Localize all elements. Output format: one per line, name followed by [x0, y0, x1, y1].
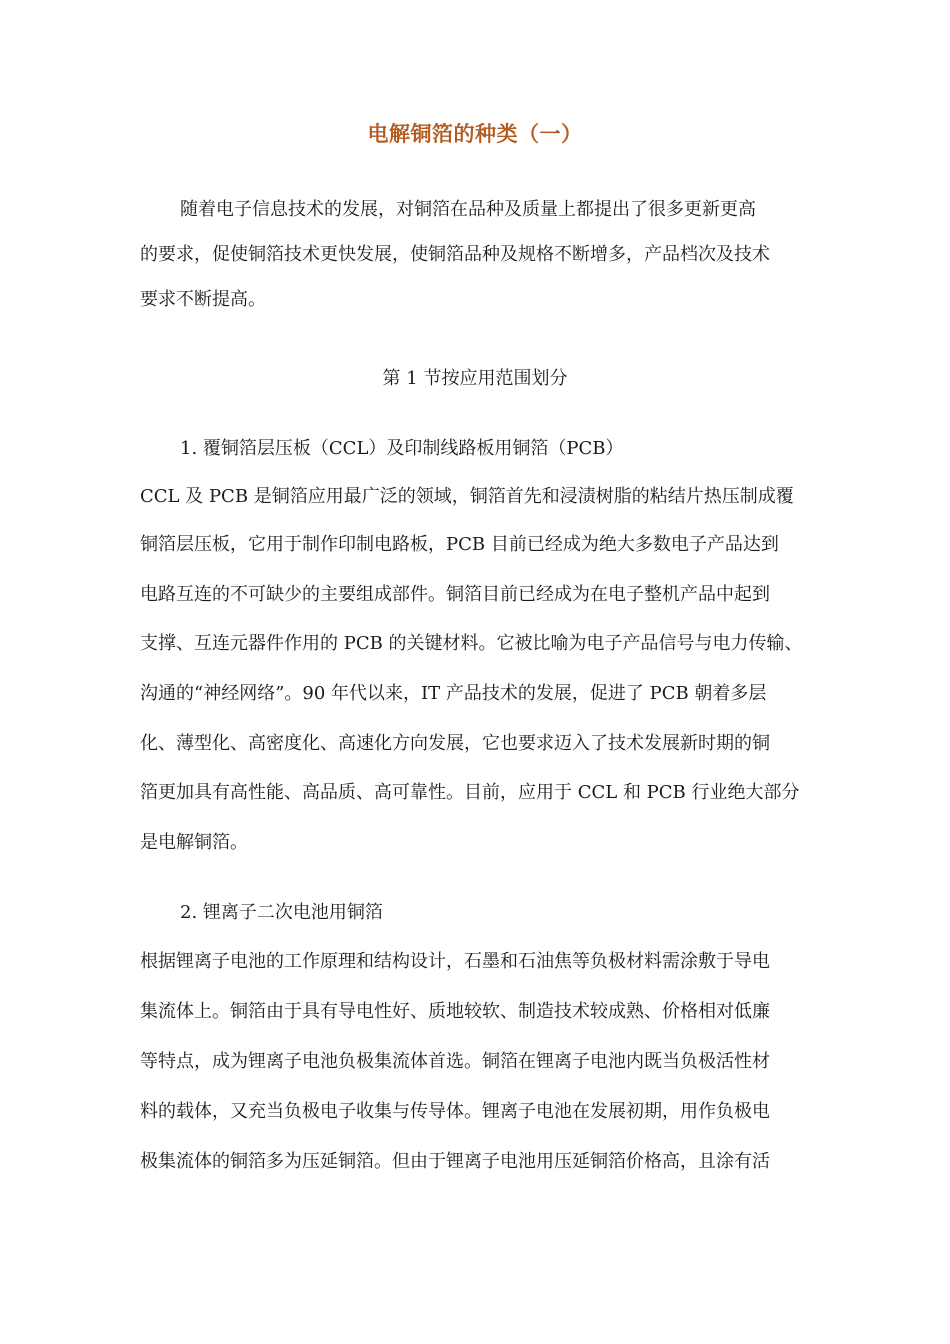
section-heading: 第 1 节按应用范围划分 — [382, 368, 568, 389]
paragraph-line: CCL 及 PCB 是铜箔应用最广泛的领域，铜箔首先和浸渍树脂的粘结片热压制成覆 — [140, 486, 794, 507]
paragraph-line: 化、薄型化、高密度化、高速化方向发展，它也要求迈入了技术发展新时期的铜 — [140, 733, 770, 754]
paragraph-line: 是电解铜箔。 — [140, 832, 248, 853]
subsection-heading: 1. 覆铜箔层压板（CCL）及印制线路板用铜箔（PCB） — [180, 438, 624, 459]
paragraph-line: 铜箔层压板，它用于制作印制电路板，PCB 目前已经成为绝大多数电子产品达到 — [140, 534, 779, 555]
paragraph-line: 支撑、互连元器件作用的 PCB 的关键材料。它被比喻为电子产品信号与电力传输、 — [140, 633, 803, 654]
intro-line: 随着电子信息技术的发展，对铜箔在品种及质量上都提出了很多更新更高 — [180, 199, 756, 220]
paragraph-line: 等特点，成为锂离子电池负极集流体首选。铜箔在锂离子电池内既当负极活性材 — [140, 1051, 770, 1072]
paragraph-line: 电路互连的不可缺少的主要组成部件。铜箔目前已经成为在电子整机产品中起到 — [140, 584, 770, 605]
paragraph-line: 料的载体，又充当负极电子收集与传导体。锂离子电池在发展初期，用作负极电 — [140, 1101, 770, 1122]
intro-line: 的要求，促使铜箔技术更快发展，使铜箔品种及规格不断增多，产品档次及技术 — [140, 244, 770, 265]
paragraph-line: 根据锂离子电池的工作原理和结构设计，石墨和石油焦等负极材料需涂敷于导电 — [140, 951, 770, 972]
document-title: 电解铜箔的种类（一） — [367, 122, 583, 146]
paragraph-line: 沟通的“神经网络”。90 年代以来，IT 产品技术的发展，促进了 PCB 朝着多层 — [140, 683, 767, 704]
intro-line: 要求不断提高。 — [140, 289, 266, 310]
paragraph-line: 集流体上。铜箔由于具有导电性好、质地较软、制造技术较成熟、价格相对低廉 — [140, 1001, 770, 1022]
subsection-heading: 2. 锂离子二次电池用铜箔 — [180, 902, 383, 923]
paragraph-line: 极集流体的铜箔多为压延铜箔。但由于锂离子电池用压延铜箔价格高，且涂有活 — [140, 1151, 770, 1172]
paragraph-line: 箔更加具有高性能、高品质、高可靠性。目前，应用于 CCL 和 PCB 行业绝大部分 — [140, 782, 800, 803]
